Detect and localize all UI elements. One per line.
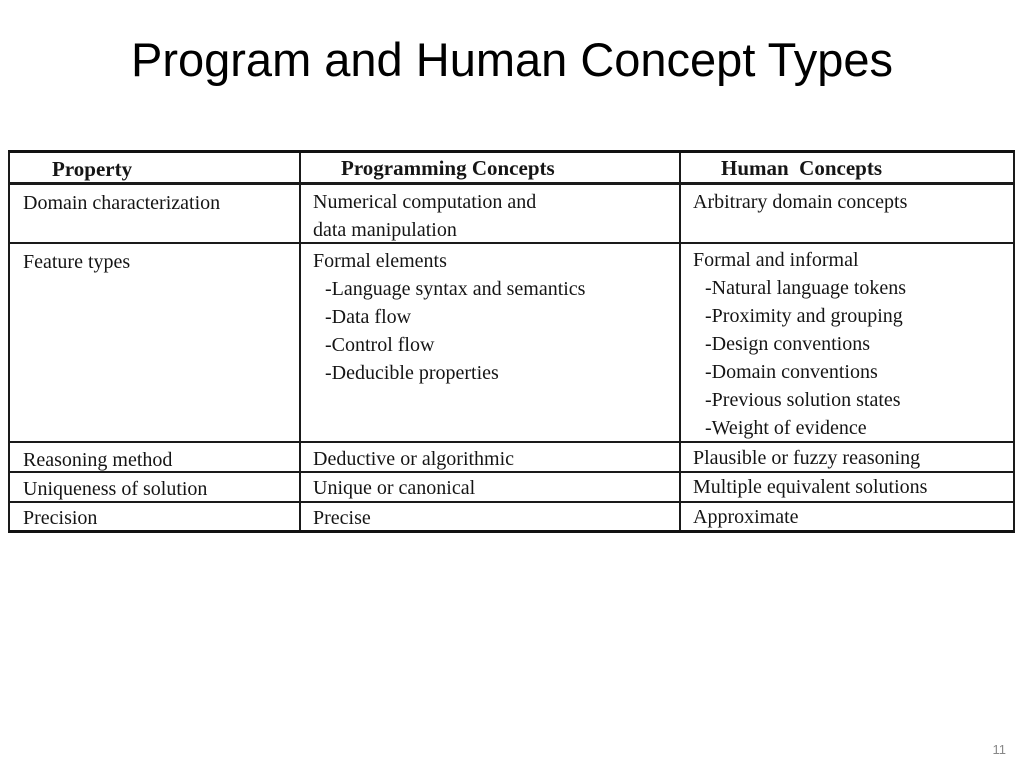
row-features-human-item: -Domain conventions <box>705 361 878 383</box>
column-divider <box>299 153 301 530</box>
row-domain-programming-line: data manipulation <box>313 219 457 241</box>
row-precision-programming: Precise <box>313 507 371 529</box>
row-features-programming-lead: Formal elements <box>313 250 447 272</box>
row-domain-programming-line: Numerical computation and <box>313 191 537 213</box>
column-divider <box>679 153 681 530</box>
row-features-human <box>693 246 906 442</box>
row-domain-human: Arbitrary domain concepts <box>693 191 908 213</box>
row-domain-programming <box>313 188 536 244</box>
header-rule <box>10 182 1013 185</box>
header-property: Property <box>52 157 133 181</box>
row-features-programming-item: -Deducible properties <box>325 362 499 384</box>
row-precision-property: Precision <box>23 507 98 529</box>
row-reasoning-programming: Deductive or algorithmic <box>313 448 515 470</box>
row-features-human-item: -Weight of evidence <box>705 417 867 439</box>
row-precision-human: Approximate <box>693 506 799 528</box>
row-features-human-item: -Natural language tokens <box>705 277 907 299</box>
row-uniqueness-property: Uniqueness of solution <box>23 478 208 500</box>
row-features-programming <box>313 247 585 387</box>
row-features-programming-item: -Language syntax and semantics <box>325 278 586 300</box>
row-features-programming-item: -Control flow <box>325 334 435 356</box>
header-human-concepts: Human Concepts <box>721 156 883 180</box>
row-uniqueness-programming: Unique or canonical <box>313 477 476 499</box>
row-features-human-item: -Previous solution states <box>705 389 901 411</box>
row-features-human-lead: Formal and informal <box>693 249 859 271</box>
row-uniqueness-human: Multiple equivalent solutions <box>693 476 928 498</box>
row-reasoning-human: Plausible or fuzzy reasoning <box>693 447 921 469</box>
row-domain-property: Domain characterization <box>23 192 221 214</box>
row-features-human-item: -Proximity and grouping <box>705 305 903 327</box>
page-number: 11 <box>992 742 1006 757</box>
row-features-property: Feature types <box>23 251 131 273</box>
slide-title: Program and Human Concept Types <box>131 33 893 86</box>
row-features-programming-item: -Data flow <box>325 306 412 328</box>
concept-comparison-table <box>8 150 1015 533</box>
row-features-human-item: -Design conventions <box>705 333 870 355</box>
header-programming-concepts: Programming Concepts <box>341 156 555 180</box>
row-reasoning-property: Reasoning method <box>23 449 173 471</box>
